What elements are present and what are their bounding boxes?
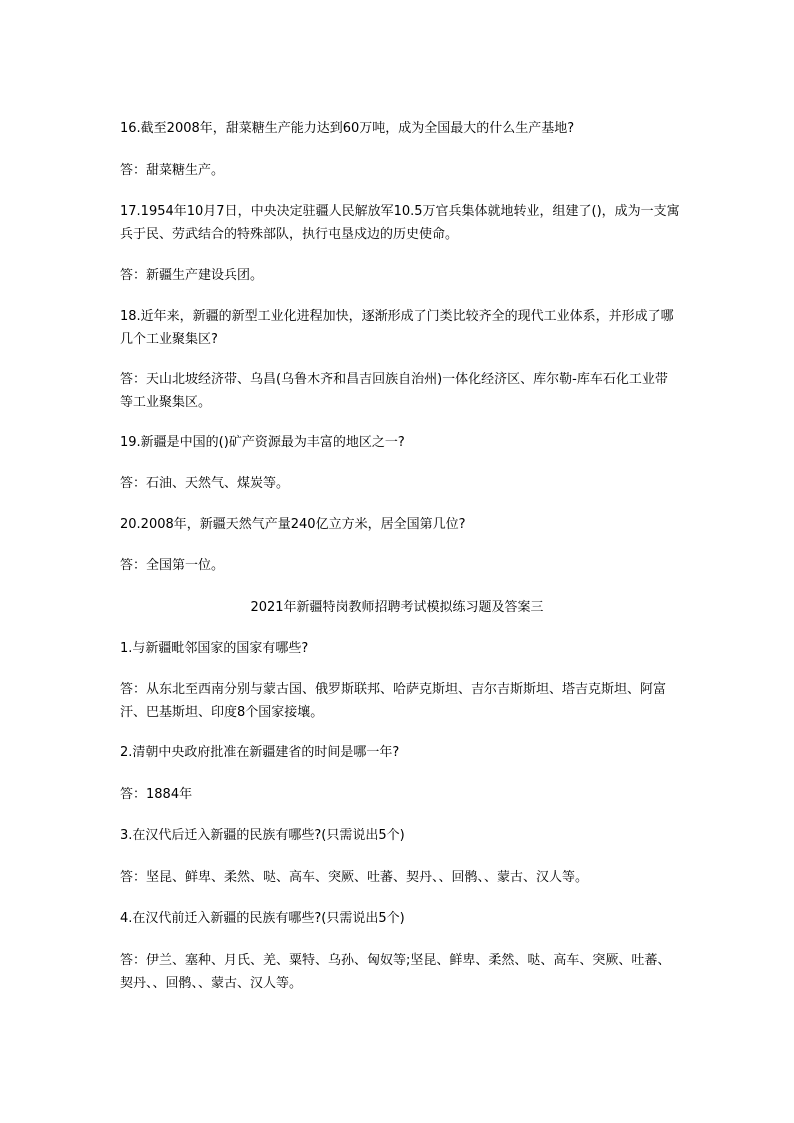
question-16: 16.截至2008年，甜菜糖生产能力达到60万吨，成为全国最大的什么生产基地? bbox=[120, 121, 575, 136]
answer-4: 答：伊兰、塞种、月氏、羌、粟特、乌孙、匈奴等;坚昆、鲜卑、柔然、哒、高车、突厥、吐蕃、契丹、、回鹘、、蒙古、汉人等。 bbox=[120, 953, 671, 991]
answer-19: 答：石油、天然气、煤炭等。 bbox=[120, 476, 290, 491]
question-19: 19.新疆是中国的()矿产资源最为丰富的地区之一? bbox=[120, 435, 405, 450]
question-2: 2.清朝中央政府批准在新疆建省的时间是哪一年? bbox=[120, 745, 400, 760]
answer-20: 答：全国第一位。 bbox=[120, 558, 225, 573]
answer-1: 答：从东北至西南分别与蒙古国、俄罗斯联邦、哈萨克斯坦、吉尔吉斯斯坦、塔吉克斯坦、阿富汗、巴基斯坦、印度8个国家接壤。 bbox=[120, 682, 667, 720]
question-20: 20.2008年，新疆天然气产量240亿立方米，居全国第几位? bbox=[120, 517, 466, 532]
answer-2: 答：1884年 bbox=[120, 787, 193, 802]
question-18: 18.近年来，新疆的新型工业化进程加快，逐渐形成了门类比较齐全的现代工业体系，并形成了哪几个工业聚集区? bbox=[120, 309, 674, 347]
question-1: 1.与新疆毗邻国家的国家有哪些? bbox=[120, 641, 309, 656]
answer-18: 答：天山北坡经济带、乌昌(乌鲁木齐和昌吉回族自治州)一体化经济区、库尔勒-库车石化工业带等工业聚集区。 bbox=[120, 372, 668, 410]
section-heading: 2021年新疆特岗教师招聘考试模拟练习题及答案三 bbox=[250, 600, 544, 615]
question-17: 17.1954年10月7日，中央决定驻疆人民解放军10.5万官兵集体就地转业，组建了()，成为一支寓兵于民、劳武结合的特殊部队，执行屯垦戍边的历史使命。 bbox=[120, 204, 680, 242]
question-4: 4.在汉代前迁入新疆的民族有哪些?(只需说出5个) bbox=[120, 911, 405, 926]
answer-17: 答：新疆生产建设兵团。 bbox=[120, 268, 264, 283]
answer-3: 答：坚昆、鲜卑、柔然、哒、高车、突厥、吐蕃、契丹、、回鹘、、蒙古、汉人等。 bbox=[120, 870, 589, 885]
answer-16: 答：甜菜糖生产。 bbox=[120, 163, 225, 178]
question-3: 3.在汉代后迁入新疆的民族有哪些?(只需说出5个) bbox=[120, 828, 405, 843]
